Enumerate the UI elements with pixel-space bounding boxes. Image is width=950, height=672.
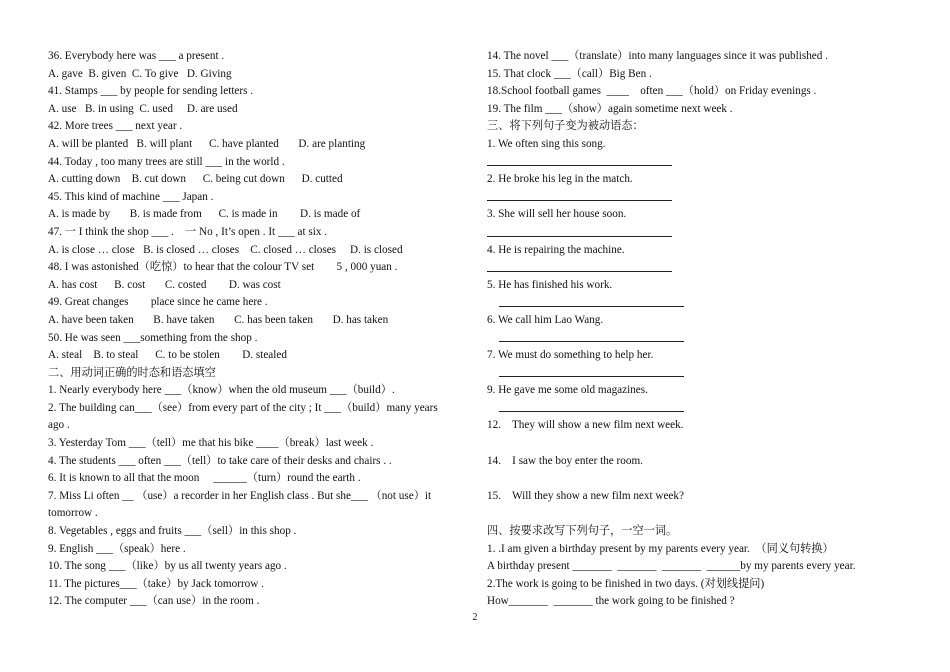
options-line: A. has cost B. cost C. costed D. was cost <box>48 278 281 291</box>
fill-in-line: ago . <box>48 419 70 432</box>
fill-in-line: 7. Miss Li often __ （use）a recorder in her English class . But she___ （not use）it <box>48 489 432 502</box>
question-line: 42. More trees ___ next year . <box>48 120 183 133</box>
right-column <box>487 48 902 611</box>
fill-in-line: 10. The song ___（like）by us all twenty years ago . <box>48 560 287 573</box>
passive-sentence: 5. He has finished his work. <box>487 278 613 291</box>
passive-sentence: 7. We must do something to help her. <box>487 349 654 362</box>
answer-underline <box>487 224 902 242</box>
passive-sentence: 14. I saw the boy enter the room. <box>487 454 643 467</box>
passive-sentence: 3. She will sell her house soon. <box>487 208 627 221</box>
rewrite-line: 2.The work is going to be finished in two days. (对划线提问) <box>487 577 765 590</box>
fill-in-line: 12. The computer ___（can use）in the room . <box>48 595 260 608</box>
section-heading: 四、按要求改写下列句子，一空一词。 <box>487 525 678 538</box>
options-line: A. will be planted B. will plant C. have planted D. are planting <box>48 137 366 150</box>
answer-underline <box>487 154 902 172</box>
answer-underline <box>487 400 902 418</box>
fill-in-line: 19. The film ___（show）again sometime next week . <box>487 102 733 115</box>
options-line: A. is close … close B. is closed … closes C. closed … closes D. is closed <box>48 243 403 256</box>
options-line: A. use B. in using C. used D. are used <box>48 102 238 115</box>
passive-sentence: 1. We often sing this song. <box>487 137 606 150</box>
passive-sentence: 12. They will show a new film next week. <box>487 419 684 432</box>
options-line: A. cutting down B. cut down C. being cut down D. cutted <box>48 173 343 186</box>
question-line: 48. I was astonished（吃惊）to hear that the colour TV set 5 , 000 yuan . <box>48 261 398 274</box>
section-heading: 三、将下列句子变为被动语态： <box>487 120 644 133</box>
passive-sentence: 6. We call him Lao Wang. <box>487 313 604 326</box>
question-line: 50. He was seen ___something from the shop . <box>48 331 258 344</box>
answer-underline <box>487 259 902 277</box>
question-line: 49. Great changes place since he came here . <box>48 296 268 309</box>
answer-underline <box>487 330 902 348</box>
passive-sentence: 2. He broke his leg in the match. <box>487 173 633 186</box>
question-line: 44. Today , too many trees are still ___ in the world . <box>48 155 285 168</box>
fill-in-line: 4. The students ___ often ___（tell）to take care of their desks and chairs . . <box>48 454 392 467</box>
options-line: A. have been taken B. have taken C. has been taken D. has taken <box>48 313 389 326</box>
options-line: A. steal B. to steal C. to be stolen D. stealed <box>48 349 287 362</box>
page-number: 2 <box>472 612 478 623</box>
rewrite-line: A birthday present _______ _______ _______ ______by my parents every year. <box>487 560 856 573</box>
question-line: 47. 一 I think the shop ___ . 一 No , It’s open . It ___ at six . <box>48 225 328 238</box>
answer-underline <box>487 365 902 383</box>
passive-sentence: 15. Will they show a new film next week? <box>487 489 684 502</box>
fill-in-line: 6. It is known to all that the moon ______（turn）round the earth . <box>48 472 361 485</box>
fill-in-line: 3. Yesterday Tom ___（tell）me that his bike ____（break）last week . <box>48 437 374 450</box>
answer-underline <box>487 294 902 312</box>
fill-in-line: 14. The novel ___（translate）into many languages since it was published . <box>487 50 828 62</box>
question-line: 36. Everybody here was ___ a present . <box>48 50 225 62</box>
rewrite-line: How_______ _______ the work going to be finished ? <box>487 595 735 608</box>
fill-in-line: 15. That clock ___（call）Big Ben . <box>487 67 652 80</box>
fill-in-line: 11. The pictures___（take）by Jack tomorrow . <box>48 577 264 590</box>
blank-space <box>487 505 902 523</box>
blank-space <box>487 435 902 453</box>
blank-space <box>487 470 902 488</box>
fill-in-line: 18.School football games ____ often ___（hold）on Friday evenings . <box>487 85 817 98</box>
rewrite-line: 1. .I am given a birthday present by my parents every year. （同义句转换） <box>487 542 834 555</box>
question-line: 41. Stamps ___ by people for sending letters . <box>48 85 254 98</box>
passive-sentence: 4. He is repairing the machine. <box>487 243 625 256</box>
fill-in-line: 8. Vegetables , eggs and fruits ___（sell）in this shop . <box>48 525 297 538</box>
left-column <box>48 48 463 611</box>
fill-in-line: 9. English ___（speak）here . <box>48 542 186 555</box>
fill-in-line: 2. The building can___（see）from every part of the city ; It ___（build）many years <box>48 401 438 414</box>
answer-underline <box>487 189 902 207</box>
section-heading: 二、用动词正确的时态和语态填空 <box>48 366 216 379</box>
fill-in-line: 1. Nearly everybody here ___（know）when the old museum ___（build）. <box>48 384 395 397</box>
passive-sentence: 9. He gave me some old magazines. <box>487 384 648 397</box>
options-line: A. is made by B. is made from C. is made in D. is made of <box>48 208 361 221</box>
fill-in-line: tomorrow . <box>48 507 98 520</box>
options-line: A. gave B. given C. To give D. Giving <box>48 67 232 80</box>
question-line: 45. This kind of machine ___ Japan . <box>48 190 214 203</box>
